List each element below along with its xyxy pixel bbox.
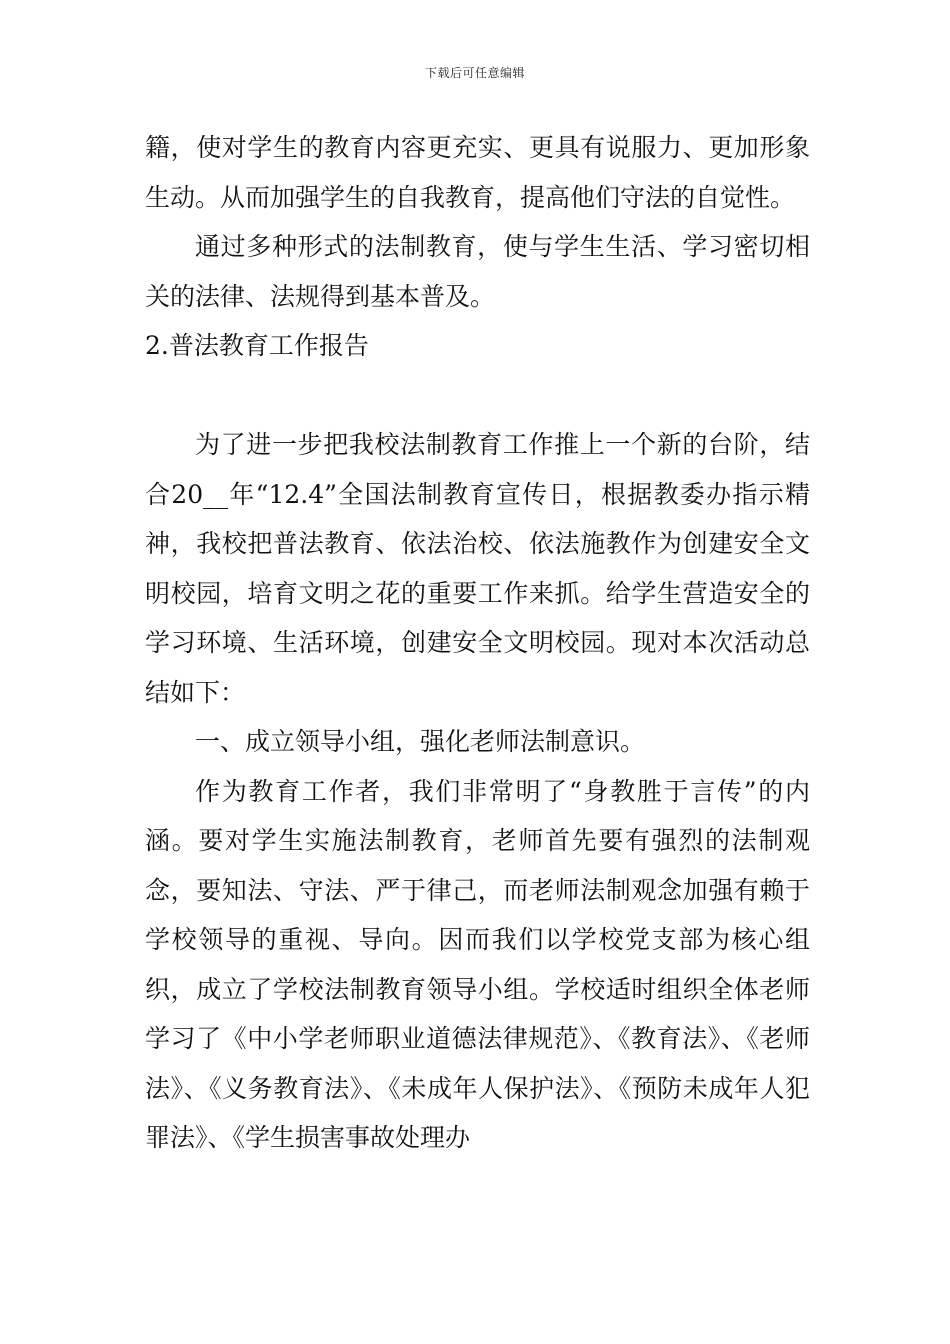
paragraph-continuation: 籍，使对学生的教育内容更充实、更具有说服力、更加形象生动。从而加强学生的自我教育，提高他们守法的自觉性。 bbox=[145, 133, 810, 212]
blank-line bbox=[145, 371, 810, 421]
paragraph-introduction: 为了进一步把我校法制教育工作推上一个新的台阶，结合20__年“12.4”全国法制教育宣传日，根据教委办指示精神，我校把普法教育、依法治校、依法施教作为创建安全文明校园，培育文明之花的重要工作来抓。给学生营造安全的学习环境、生活环境，创建安全文明校园。现对本次活动总结如下： bbox=[145, 430, 810, 707]
paragraph-heading-one: 一、成立领导小组，强化老师法制意识。 bbox=[195, 727, 646, 756]
document-body bbox=[145, 123, 810, 1163]
paragraph-teacher-awareness: 作为教育工作者，我们非常明了“身教胜于言传”的内涵。要对学生实施法制教育，老师首先要有强烈的法制观念，要知法、守法、严于律己，而老师法制观念加强有赖于学校领导的重视、导向。因而我们以学校党支部为核心组织，成立了学校法制教育领导小组。学校适时组织全体老师学习了《中小学老师职业道德法律规范》、《教育法》、《老师法》、《义务教育法》、《未成年人保护法》、《预防未成年人犯罪法》、《学生损害事故处理办 bbox=[145, 776, 810, 1152]
section-title: 2.普法教育工作报告 bbox=[145, 331, 369, 360]
paragraph-legal-popularization: 通过多种形式的法制教育，使与学生生活、学习密切相关的法律、法规得到基本普及。 bbox=[145, 232, 810, 311]
page-header-note: 下载后可任意编辑 bbox=[424, 66, 525, 80]
